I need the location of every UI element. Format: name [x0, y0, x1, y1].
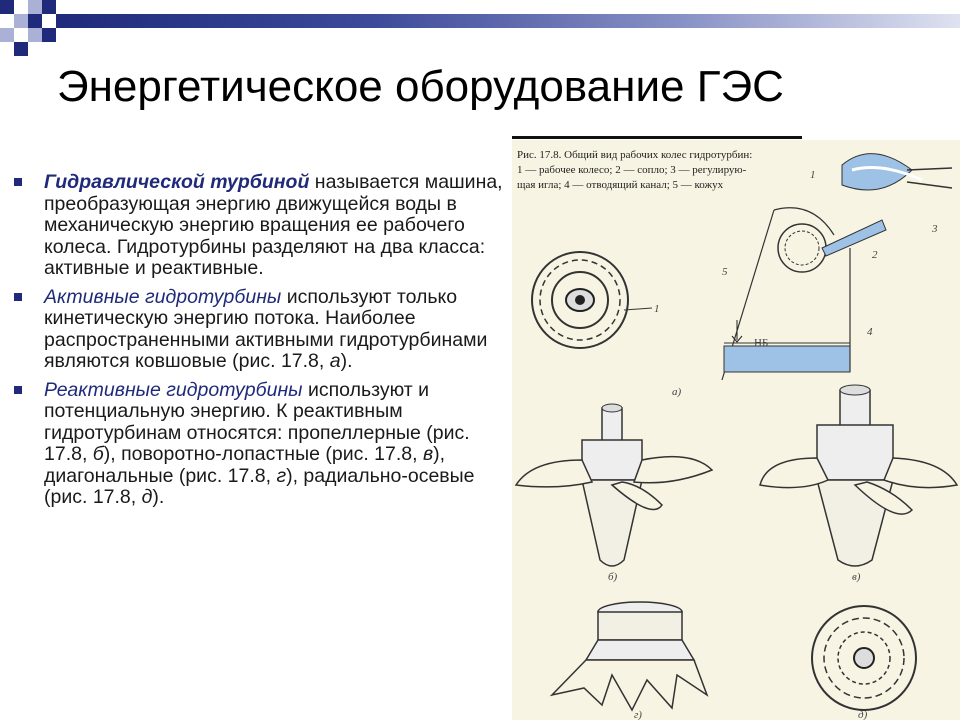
label-num-5: 5 — [722, 266, 728, 278]
bullet-highlight: Реактивные гидротурбины — [44, 378, 303, 401]
kaplan-turbine-drawing — [760, 385, 957, 566]
slide-title: Энергетическое оборудование ГЭС — [57, 62, 784, 111]
bullet-text: ). — [340, 350, 353, 372]
bullet-highlight: Активные гидротурбины — [44, 285, 282, 308]
caption-line: щая игла; 4 — отводящий канал; 5 — кожух — [517, 179, 724, 191]
bullet-item — [14, 172, 509, 280]
figure-top-rule — [512, 136, 802, 139]
label-num-4: 4 — [867, 326, 873, 338]
bullet-text: ), поворотно-лопастные (рис. 17.8, — [103, 443, 423, 465]
label-d: д) — [858, 709, 868, 720]
bullet-square-icon — [14, 293, 22, 301]
bullet-text: используют только кинетическую энергию потока. Наиболее распространенными активными гидротурбинами являются ковшовые (рис. 17.8, — [44, 285, 488, 372]
label-g: г) — [634, 709, 642, 720]
label-v: в) — [852, 571, 861, 583]
bullet-highlight: Гидравлической турбиной — [44, 171, 310, 193]
bullet-text: ). — [152, 486, 165, 508]
header-gradient-bar — [56, 14, 960, 28]
corner-decoration — [0, 0, 80, 60]
diagonal-turbine-drawing — [552, 602, 707, 710]
caption-line: Рис. 17.8. Общий вид рабочих колес гидротурбин: — [517, 149, 753, 161]
label-num-3: 3 — [932, 223, 938, 235]
bullet-text: используют и потенциальную энергию. К реактивным гидротурбинам относятся: пропеллерные (рис. 17.8, — [44, 378, 470, 465]
bullet-text: ), радиально-осевые (рис. 17.8, — [44, 464, 475, 508]
bullet-text: ), диагональные (рис. 17.8, — [44, 443, 446, 487]
label-num-1b: 1 — [810, 169, 816, 181]
figure-ref: д — [141, 486, 153, 508]
figure-ref: б — [92, 443, 104, 465]
bullet-item — [14, 380, 509, 509]
bullet-list — [14, 172, 509, 516]
propeller-turbine-drawing — [516, 404, 712, 566]
figure-ref: в — [422, 443, 434, 465]
label-a: а) — [672, 386, 682, 398]
bullet-square-icon — [14, 178, 22, 186]
bullet-item — [14, 287, 509, 373]
francis-turbine-drawing — [812, 606, 916, 710]
pelton-wheel-drawing — [532, 252, 628, 348]
label-num-2: 2 — [872, 249, 878, 261]
caption-line: 1 — рабочее колесо; 2 — сопло; 3 — регулирую- — [517, 164, 747, 176]
figure-ref: а — [329, 350, 341, 372]
turbine-figure — [512, 140, 960, 720]
bullet-square-icon — [14, 386, 22, 394]
label-b: б) — [608, 571, 618, 583]
bullet-text: называется машина, преобразующая энергию движущейся воды в механическую энергию вращения ее рабочего колеса. Гидротурбины разделяют на два класса: активные и реактивные. — [44, 171, 503, 279]
label-nb: НБ — [754, 337, 769, 349]
figure-ref: г — [276, 464, 287, 487]
label-num-1a: 1 — [654, 303, 660, 315]
